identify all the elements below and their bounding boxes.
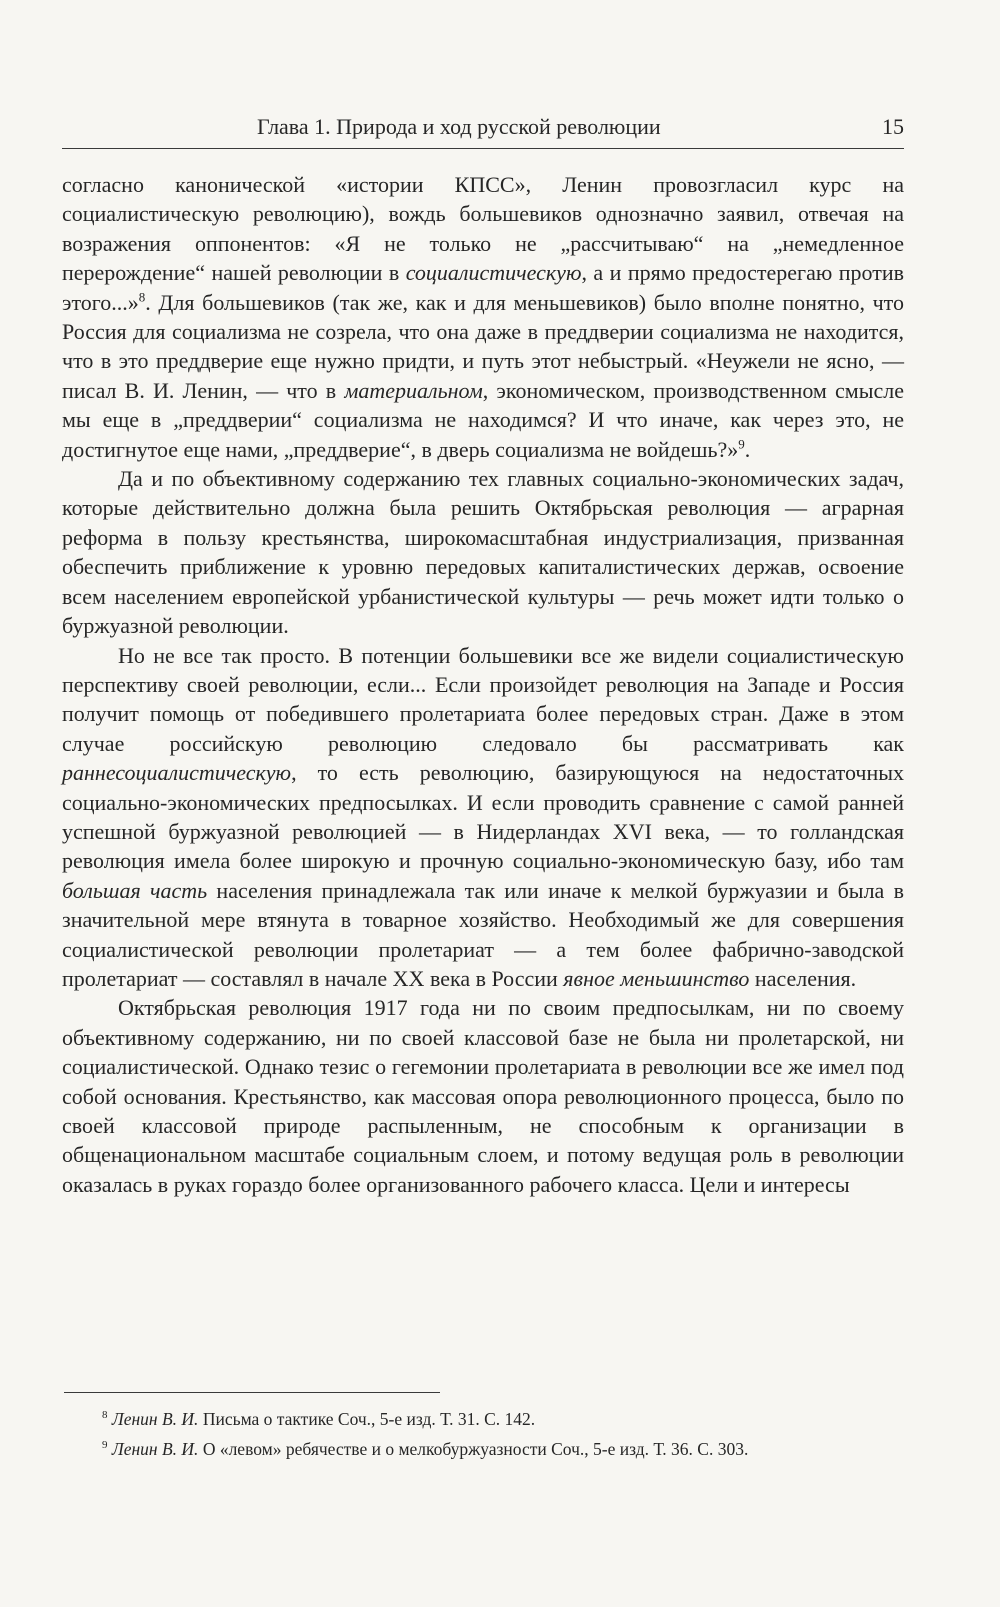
footnote-ref: 8 [138,289,146,305]
footnote [102,1434,902,1464]
text-run: , то есть революцию, базирующуюся на недостаточных социально-экономических предпосылках. И если проводить сравнение с самой ранней успешной буржуазной революцией — в Нидерландах XVI века, — то голландская революция имела более широкую и прочную социально-экономическую базу, ибо там [62,760,904,874]
footnote-number: 8 [102,1409,108,1422]
paragraph [62,170,904,464]
text-run: , а и прямо предостерегаю против этого...» [62,260,904,315]
chapter-title: Глава 1. Природа и ход русской революции [257,114,661,139]
text-run: населения принадлежала так или иначе к мелкой буржуазии и была в значительной мере втянута в товарное хозяйство. Необходимый же для совершения социалистической революции пролетариат — а тем более фабрично-заводской пролетариат — составлял в начале XX века в России [62,877,904,991]
footnotes [102,1404,902,1464]
emphasis: раннесоциалистическую [62,760,292,786]
footnote [102,1404,902,1434]
text-run: Октябрьская революция 1917 года ни по своим предпосылкам, ни по своему объективному содержанию, ни по своей классовой базе не была ни пролетарской, ни социалистической. Однако тезис о гегемонии пролетариата в революции все же имел под собой основания. Крестьянство, как массовая опора революционного процесса, было по своей классовой природе распыленным, не способным к организации в общенациональном масштабе социальным слоем, и потому ведущая роль в революции оказалась в руках гораздо более организованного рабочего класса. Цели и интересы [62,995,904,1197]
running-header [62,112,904,149]
footnote-text: Письма о тактике Соч., 5-е изд. Т. 31. С. 142. [198,1409,536,1429]
emphasis: социалистическую [405,260,582,286]
text-run: , экономическом, производственном смысле мы еще в „преддверии“ социализма не находимся? И что иначе, как через это, не достигнутое еще нами, „преддверие“, в дверь социализма не войдешь?» [62,377,904,462]
paragraph [62,993,904,1199]
text-run: населения. [749,965,857,991]
footnote-divider [64,1392,440,1393]
paragraph [62,641,904,994]
footnote-ref: 9 [738,436,745,452]
footnote-text: О «левом» ребячестве и о мелкобуржуазности Соч., 5-е изд. Т. 36. С. 303. [198,1439,749,1459]
page-number: 15 [882,114,904,139]
emphasis: явное меньшинство [563,965,750,991]
footnote-author: Ленин В. И. [111,1439,199,1459]
text-run: Но не все так просто. В потенции большевики все же видели социалистическую перспективу своей революции, если... Если произойдет революция на Западе и Россия получит помощь от победившего пролетариата более передовых стран. Даже в этом случае российскую революцию следовало бы рассматривать как [62,642,904,756]
text-run: согласно канонической «истории КПСС», Ленин провозгласил курс на социалистическую революцию), вождь большевиков однозначно заявил, отвечая на возражения оппонентов: «Я не только не „рассчитываю“ на „немедленное перерождение“ нашей революции в [62,172,904,286]
paragraph [62,464,904,640]
text-run: . [744,436,751,462]
emphasis: материальном [344,377,483,403]
body-text [62,170,904,1199]
emphasis: большая часть [62,877,208,903]
text-run: Да и по объективному содержанию тех главных социально-экономических задач, которые действительно должна была решить Октябрьская революция — аграрная реформа в пользу крестьянства, широкомасштабная индустриализация, призванная обеспечить приближение к уровню передовых капиталистических держав, освоение всем населением европейской урбанистической культуры — речь может идти только о буржуазной революции. [62,466,904,639]
footnote-author: Ленин В. И. [111,1409,199,1429]
footnote-number: 9 [102,1439,108,1452]
text-run: . Для большевиков (так же, как и для меньшевиков) было вполне понятно, что Россия для социализма не созрела, что она даже в преддверии социализма не находится, что в это преддверие еще нужно придти, и путь этот небыстрый. «Неужели не ясно, — писал В. И. Ленин, — что в [62,289,904,403]
